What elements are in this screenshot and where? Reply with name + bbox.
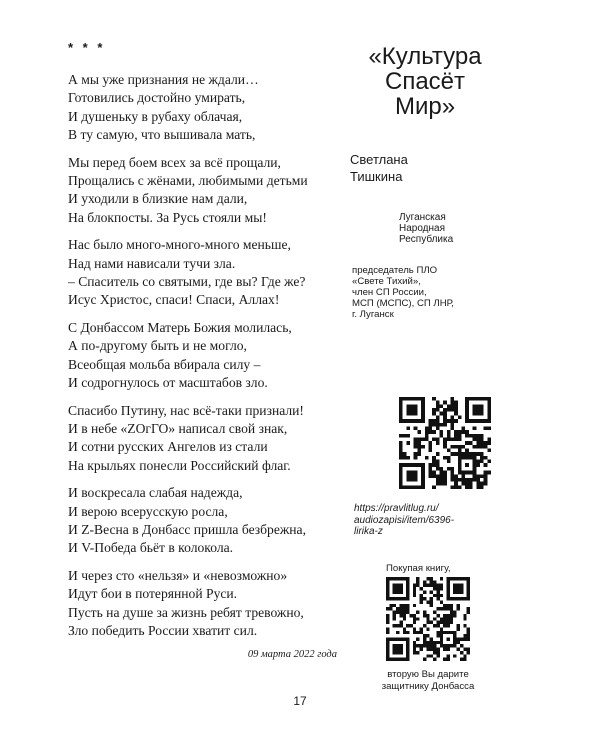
poem-line: И сотни русских Ангелов из стали xyxy=(68,439,268,455)
poem-line: И воскресала слабая надежда, xyxy=(68,485,243,501)
book-title xyxy=(355,44,495,119)
author-bio xyxy=(352,265,454,320)
stanza xyxy=(68,236,343,310)
poem-date: 09 марта 2022 года xyxy=(247,649,337,661)
poem-line: А по-другому быть и не могло, xyxy=(68,338,247,354)
gift-line: вторую Вы дарите xyxy=(387,669,469,680)
stanza xyxy=(68,71,343,145)
poem-line: И V-Победа бьёт в колокола. xyxy=(68,540,234,556)
poem-line: И душеньку в рубаху облачая, xyxy=(68,108,243,124)
stanza xyxy=(68,402,343,476)
poem-line: Спасибо Путину, нас всё-таки признали! xyxy=(68,402,304,418)
gift-note xyxy=(368,669,488,692)
poem-line: Готовились достойно умирать, xyxy=(68,90,246,106)
author-first-name: Светлана xyxy=(350,152,408,167)
qr-code-icon xyxy=(399,397,491,489)
author-region xyxy=(399,212,453,245)
poem-line: И через сто «нельзя» и «невозможно» xyxy=(68,567,288,583)
title-line: Мир» xyxy=(394,93,456,120)
poem-line: А мы уже признания не ждали… xyxy=(68,72,259,87)
region-line: Луганская xyxy=(399,212,446,223)
poem-line: Нас было много-много-много меньше, xyxy=(68,237,291,253)
title-line: «Культура xyxy=(368,43,482,70)
bio-line: член СП России, xyxy=(352,287,427,298)
title-line: Спасёт xyxy=(384,68,465,95)
poem-line: С Донбассом Матерь Божия молилась, xyxy=(68,319,292,335)
stanza xyxy=(68,319,343,393)
url-line: lirika-z xyxy=(354,526,383,537)
stanza xyxy=(68,567,343,641)
poem-line: Исус Христос, спаси! Спаси, Аллах! xyxy=(68,292,280,308)
poem-line: Мы перед боем всех за всё прощали, xyxy=(68,154,281,170)
poem xyxy=(68,40,343,660)
buy-book-text: Покупая книгу, xyxy=(386,563,451,574)
poem-line: И Z-Весна в Донбасс пришла безбрежна, xyxy=(68,521,306,537)
buy-book-qr-code[interactable] xyxy=(386,577,470,661)
author-name xyxy=(350,151,408,185)
poem-line: Пусть на душе за жизнь ребят тревожно, xyxy=(68,604,304,620)
poem-line: И уходили в близкие нам дали, xyxy=(68,191,248,207)
poem-line: В ту самую, что вышивала мать, xyxy=(68,127,256,143)
bio-line: председатель ПЛО xyxy=(352,265,438,276)
bio-line: «Свете Тихий», xyxy=(352,276,421,287)
poem-line: Зло победить России хватит сил. xyxy=(68,622,258,638)
poem-body xyxy=(68,71,343,640)
audio-link[interactable] xyxy=(354,503,454,538)
url-line: https://pravlitlug.ru/ xyxy=(354,503,439,514)
poem-line: И верою всерусскую росла, xyxy=(68,503,228,519)
poem-line: На крыльях понесли Российский флаг. xyxy=(68,457,291,473)
region-line: Республика xyxy=(399,234,454,245)
poem-line: И содрогнулось от масштабов зло. xyxy=(68,375,268,391)
bio-line: МСП (МСПС), СП ЛНР, xyxy=(352,298,454,309)
poem-line: Всеобщая мольба вбирала силу – xyxy=(68,356,261,372)
stanza xyxy=(68,484,343,558)
author-last-name: Тишкина xyxy=(350,169,403,184)
poem-line: На блокпосты. За Русь стояли мы! xyxy=(68,209,267,225)
poem-line: – Спаситель со святыми, где вы? Где же? xyxy=(68,274,306,290)
bio-line: г. Луганск xyxy=(352,309,394,320)
stanza xyxy=(68,154,343,228)
gift-line: защитнику Донбасса xyxy=(381,680,475,692)
audio-qr-code[interactable] xyxy=(399,397,491,489)
region-line: Народная xyxy=(399,223,446,234)
url-line: audiozapisi/item/6396- xyxy=(354,514,455,526)
poem-line: Идут бои в потерянной Руси. xyxy=(68,586,238,602)
poem-line: Над нами нависали тучи зла. xyxy=(68,255,236,271)
qr-code-icon xyxy=(386,577,470,661)
poem-separator: * * * xyxy=(68,40,106,55)
page-number: 17 xyxy=(293,694,307,708)
poem-line: И в небе «ZОгГО» написал свой знак, xyxy=(68,420,288,436)
poem-line: Прощались с жёнами, любимыми детьми xyxy=(68,173,308,189)
